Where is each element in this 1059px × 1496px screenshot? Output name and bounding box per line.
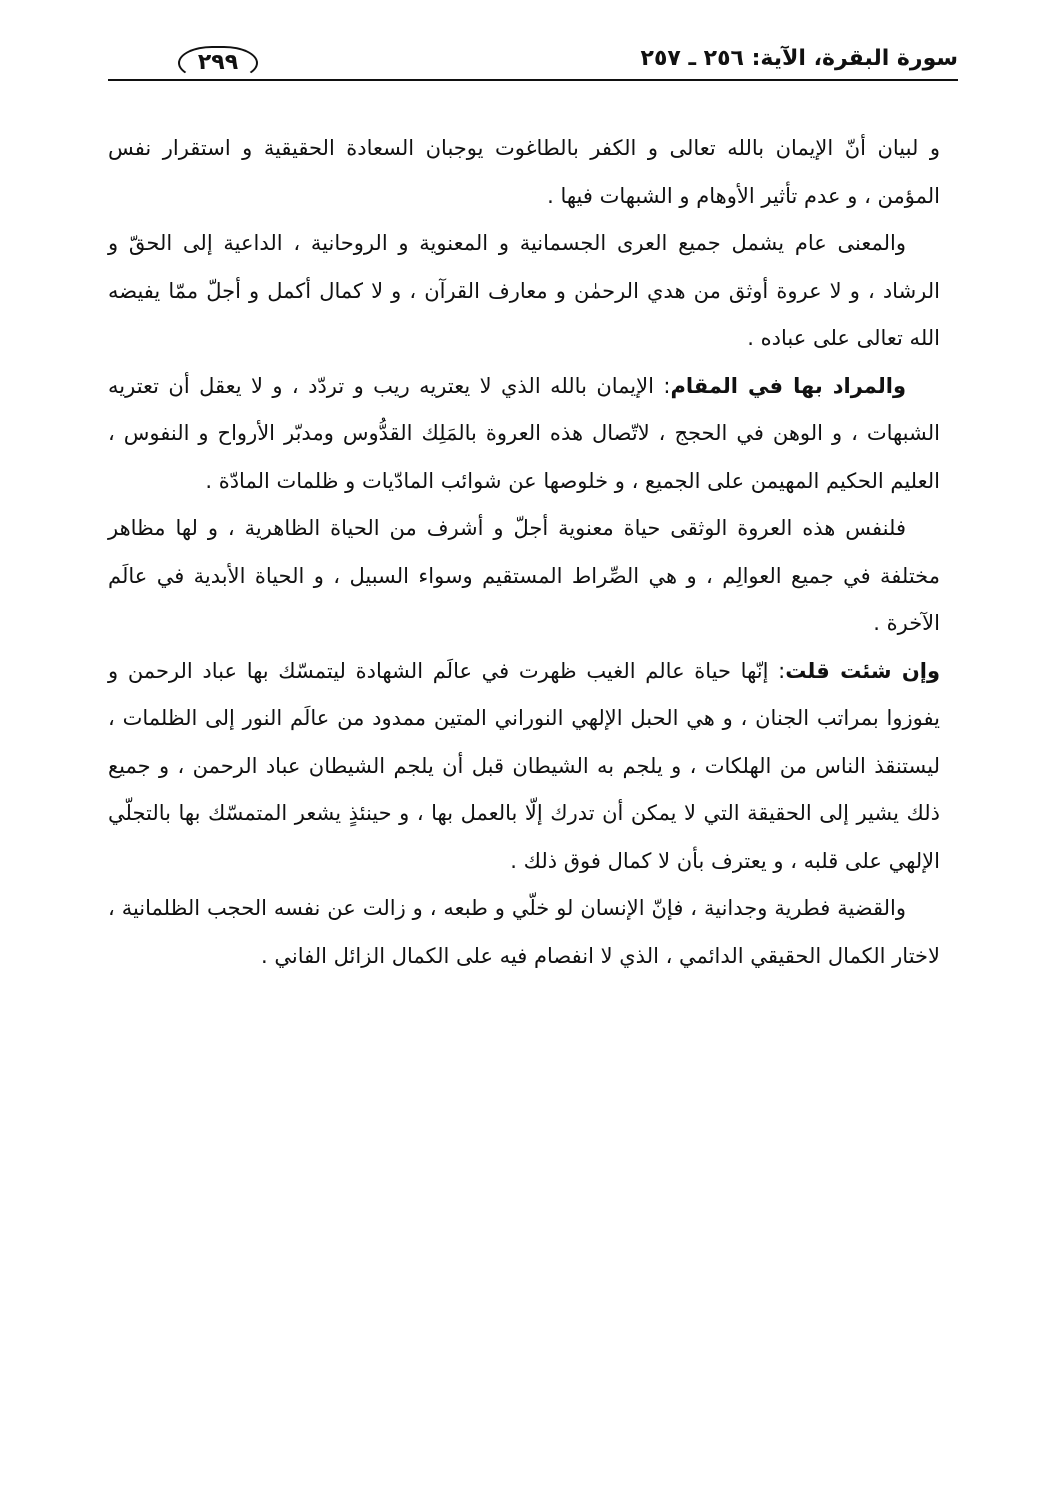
paragraph-text: و لبيان أنّ الإيمان بالله تعالى و الكفر بالطاغوت يوجبان السعادة الحقيقية و استقرار نفس المؤمن ، و عدم تأثير الأوهام و الشبهات فيها .	[108, 136, 940, 208]
paragraph-2	[108, 220, 940, 363]
body-text	[108, 125, 940, 980]
paragraph-4	[108, 505, 940, 648]
paragraph-1	[108, 125, 940, 220]
running-title: سورة البقرة، الآية: ٢٥٦ ـ ٢٥٧	[640, 46, 958, 71]
paragraph-3	[108, 363, 940, 506]
paragraph-text: : الإيمان بالله الذي لا يعتريه ريب و تردّد ، و لا يعقل أن تعتريه الشبهات ، و الوهن في الحجج ، لاتّصال هذه العروة بالمَلِك القدُّوس ومدبّر الأرواح و النفوس ، العليم الحكيم المهيمن على الجميع ، و خلوصها عن شوائب المادّيات و ظلمات المادّة .	[108, 373, 940, 493]
paragraph-lead: والمراد بها في المقام	[670, 373, 906, 398]
paragraph-text: والقضية فطرية وجدانية ، فإنّ الإنسان لو خلّي و طبعه ، و زالت عن نفسه الحجب الظلمانية ، لاختار الكمال الحقيقي الدائمي ، الذي لا انفصام فيه على الكمال الزائل الفاني .	[108, 896, 940, 968]
page-number-badge: ٢٩٩	[178, 46, 258, 80]
paragraph-6	[108, 885, 940, 980]
paragraph-text: فلنفس هذه العروة الوثقى حياة معنوية أجلّ و أشرف من الحياة الظاهرية ، و لها مظاهر مختلفة في جميع العوالِم ، و هي الصِّراط المستقيم وسواء السبيل ، و الحياة الأبدية في عالَم الآخرة .	[108, 516, 940, 635]
paragraph-text: : إنّها حياة عالم الغيب ظهرت في عالَم الشهادة ليتمسّك بها عباد الرحمن و يفوزوا بمراتب الجنان ، و هي الحبل الإلهي النوراني المتين ممدود من عالَم النور إلى الظلمات ، ليستنقذ الناس من الهلكات ، و يلجم به الشيطان قبل أن يلجم الشيطان عباد الرحمن ، و جميع ذلك يشير إلى الحقيقة التي لا يمكن أن تدرك إلّا بالعمل بها ، و حينئذٍ يشعر المتمسّك بها بالتجلّي الإلهي على قلبه ، و يعترف بأن لا كمال فوق ذلك .	[108, 658, 940, 873]
page-header	[108, 42, 958, 82]
paragraph-text: والمعنى عام يشمل جميع العرى الجسمانية و المعنوية و الروحانية ، الداعية إلى الحقّ و الرشاد ، و لا عروة أوثق من هدي الرحمٰن و معارف القرآن ، و لا كمال أكمل و أجلّ ممّا يفيضه الله تعالى على عباده .	[108, 231, 940, 350]
paragraph-lead: وإن شئت قلت	[785, 658, 941, 683]
paragraph-5	[108, 648, 940, 886]
header-divider	[108, 79, 958, 81]
